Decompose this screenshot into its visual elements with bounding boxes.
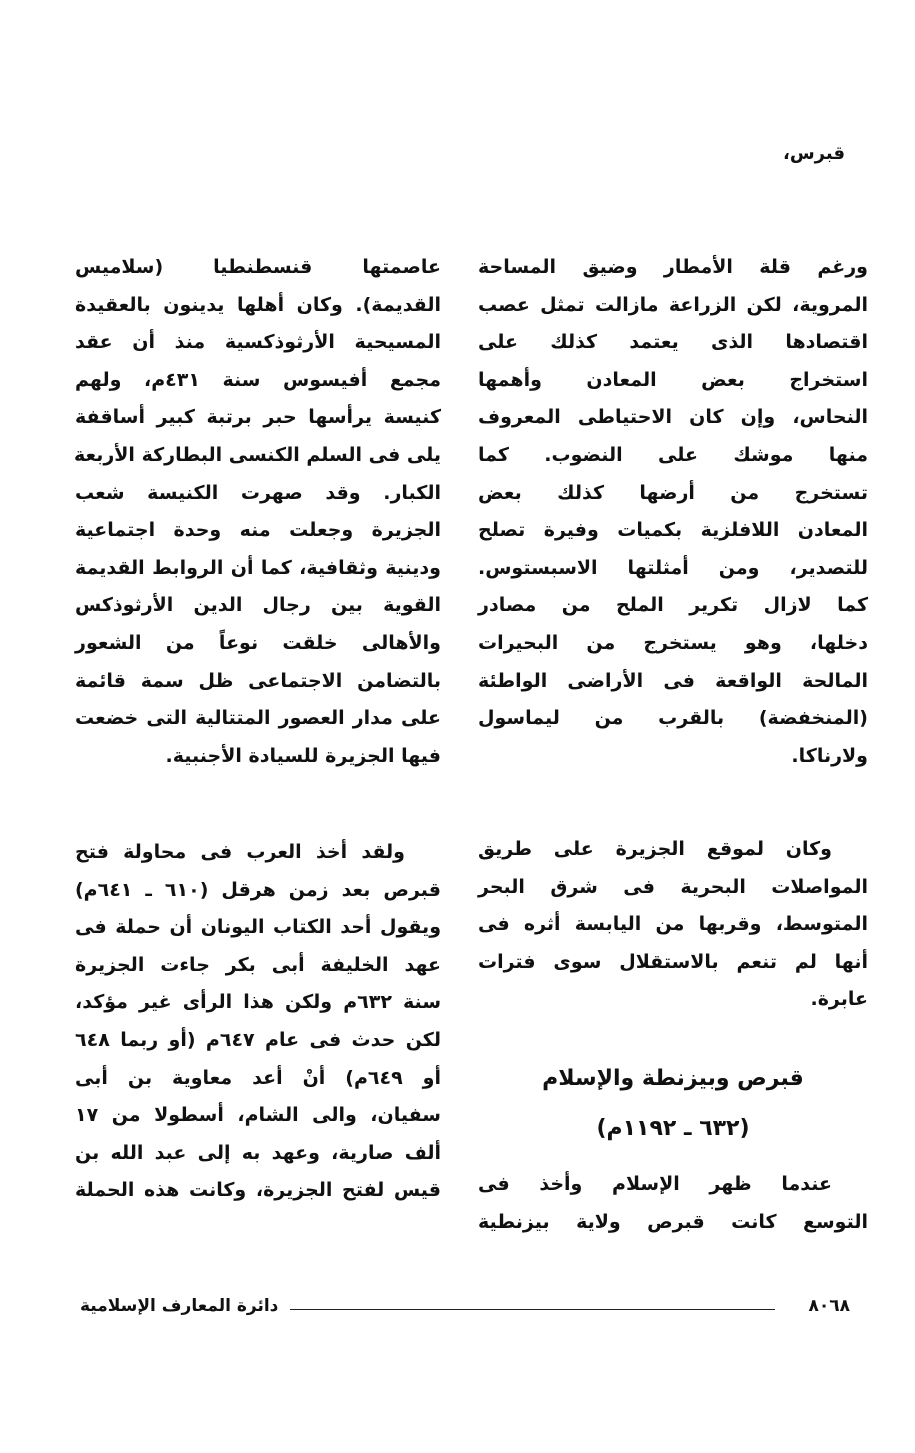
- text-line: القديمة). وكان أهلها يدينون بالعقيدة: [75, 293, 441, 316]
- text-line: التوسع كانت قبرص ولاية بيزنطية: [478, 1210, 868, 1233]
- running-head: قبرس،: [782, 143, 845, 164]
- left-column-paragraph-2: [75, 834, 441, 1210]
- text-line: عندما ظهر الإسلام وأخذ فى: [478, 1173, 832, 1195]
- page-footer: [80, 1294, 850, 1324]
- text-line: استخراج بعض المعادن وأهمها: [478, 368, 868, 391]
- text-line: على مدار العصور المتتالية التى خضعت: [75, 707, 441, 730]
- text-line: القوية بين رجال الدين الأرثوذكس: [75, 594, 441, 617]
- text-line: ويقول أحد الكتاب اليونان أن حملة فى: [75, 916, 441, 939]
- text-line: المسيحية الأرثوذكسية منذ أن عقد: [75, 331, 441, 354]
- text-line: أو ٦٤٩م) أنْ أعد معاوية بن أبى: [75, 1066, 442, 1089]
- text-line: سفيان، والى الشام، أسطولا من ١٧: [75, 1104, 441, 1127]
- section-heading: قبرص وبيزنطة والإسلام: [542, 1066, 804, 1091]
- text-line: فيها الجزيرة للسيادة الأجنبية.: [165, 744, 441, 767]
- text-line: ولقد أخذ العرب فى محاولة فتح: [75, 841, 405, 863]
- text-line: دخلها، وهو يستخرج من البحيرات: [478, 631, 868, 654]
- text-line: قيس لفتح الجزيرة، وكانت هذه الحملة: [75, 1179, 441, 1202]
- text-line: بالتضامن الاجتماعى ظل سمة قائمة: [75, 669, 441, 692]
- text-line: سنة ٦٣٢م ولكن هذا الرأى غير مؤكد،: [75, 991, 441, 1014]
- right-column-paragraph-1: [478, 249, 868, 775]
- text-line: للتصدير، ومن أمثلتها الاسبستوس.: [478, 556, 868, 579]
- text-line: ولارناكا.: [791, 744, 868, 767]
- text-line: المتوسط، وقربها من اليابسة أثره فى: [478, 913, 868, 936]
- section-years: (٦٣٢ ـ ١١٩٢م): [596, 1116, 750, 1141]
- text-line: ألف صارية، وعهد به إلى عبد الله بن: [75, 1141, 441, 1164]
- text-line: اقتصادها الذى يعتمد كذلك على: [478, 331, 868, 354]
- text-line: النحاس، وإن كان الاحتياطى المعروف: [478, 406, 868, 429]
- publication-title: دائرة المعارف الإسلامية: [80, 1296, 279, 1316]
- text-line: المواصلات البحرية فى شرق البحر: [478, 875, 868, 898]
- text-line: أنها لم تنعم بالاستقلال سوى فترات: [478, 950, 868, 973]
- text-line: كما لازال تكرير الملح من مصادر: [478, 594, 868, 617]
- text-line: المروية، لكن الزراعة مازالت تمثل عصب: [478, 293, 868, 316]
- right-column-paragraph-3: [478, 1166, 868, 1241]
- text-line: عابرة.: [810, 988, 868, 1011]
- text-line: قبرص بعد زمن هرقل (٦١٠ ـ ٦٤١م): [75, 878, 441, 901]
- left-column-paragraph-1: [75, 249, 441, 775]
- right-column-paragraph-2: [478, 831, 868, 1019]
- text-line: منها موشك على النضوب. كما: [478, 443, 868, 466]
- text-line: مجمع أفيسوس سنة ٤٣١م، ولهم: [75, 368, 441, 391]
- text-line: يلى فى السلم الكنسى البطاركة الأربعة: [73, 443, 441, 466]
- text-line: عاصمتها قنسطنطيا (سلاميس: [75, 256, 441, 278]
- text-line: عهد الخليفة أبى بكر جاءت الجزيرة: [75, 953, 441, 976]
- text-line: والأهالى خلقت نوعاً من الشعور: [75, 631, 441, 654]
- text-line: (المنخفضة) بالقرب من ليماسول: [478, 707, 868, 730]
- text-line: وكان لموقع الجزيرة على طريق: [478, 838, 832, 860]
- page-number: ٨٠٦٨: [808, 1296, 850, 1316]
- text-line: المالحة الواقعة فى الأراضى الواطئة: [478, 669, 868, 692]
- footer-rule: [290, 1309, 775, 1310]
- text-line: تستخرج من أرضها كذلك بعض: [478, 481, 868, 504]
- text-line: ورغم قلة الأمطار وضيق المساحة: [478, 256, 868, 278]
- text-line: المعادن اللافلزية بكميات وفيرة تصلح: [478, 519, 868, 542]
- text-line: الكبار. وقد صهرت الكنيسة شعب: [75, 481, 441, 504]
- text-line: كنيسة يرأسها حبر برتبة كبير أساقفة: [75, 406, 441, 429]
- text-line: لكن حدث فى عام ٦٤٧م (أو ربما ٦٤٨: [75, 1028, 441, 1051]
- text-line: ودينية وثقافية، كما أن الروابط القديمة: [75, 556, 441, 579]
- text-line: الجزيرة وجعلت منه وحدة اجتماعية: [75, 519, 441, 542]
